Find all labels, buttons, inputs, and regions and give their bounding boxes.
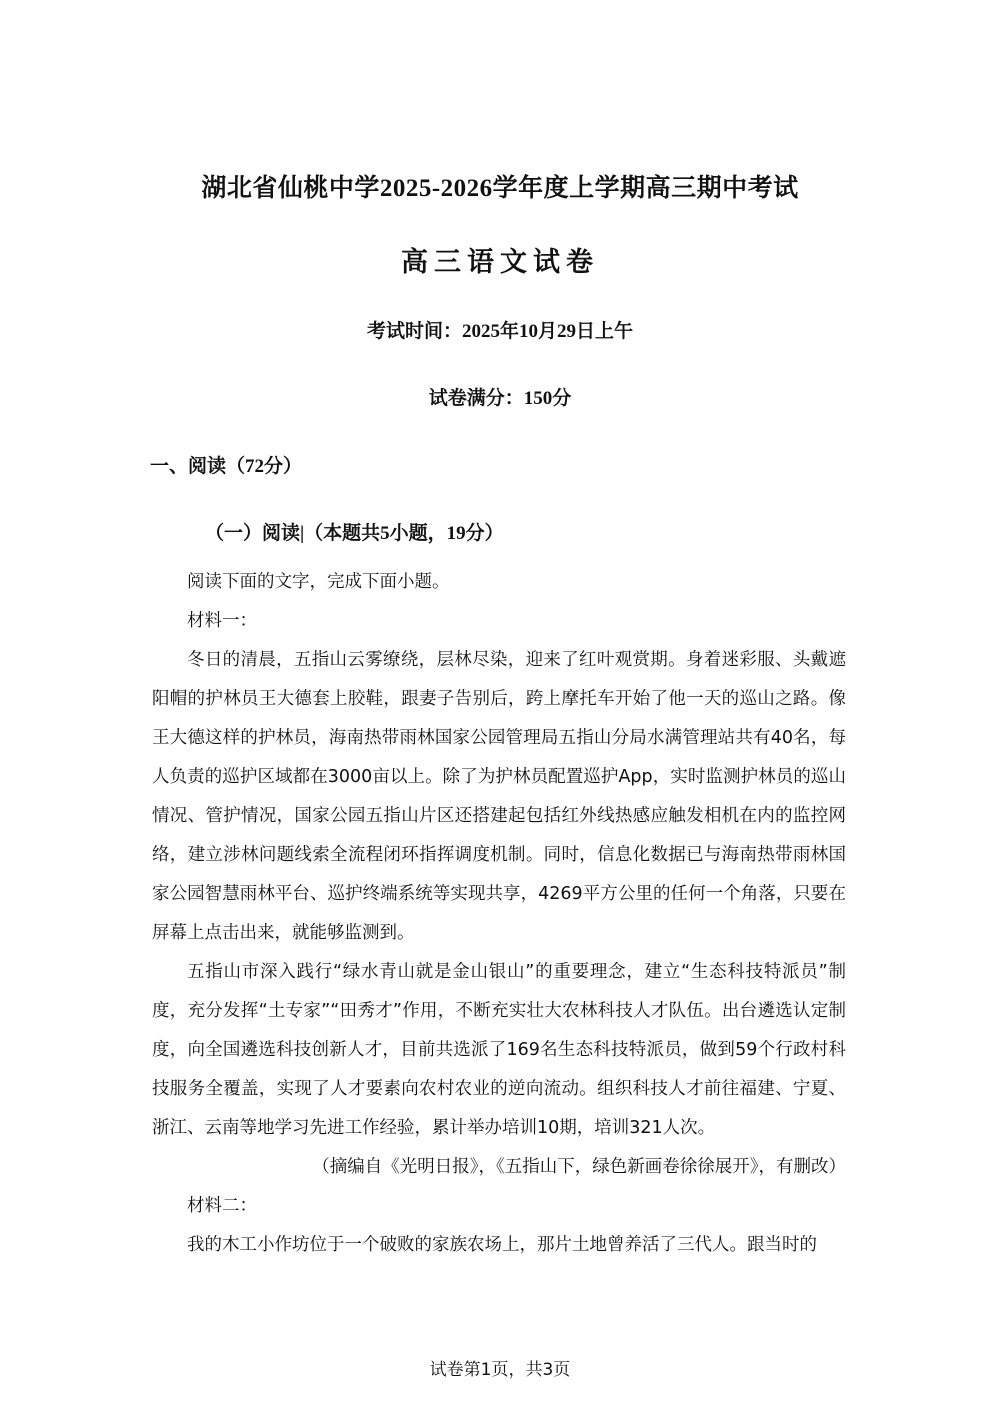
material-one-paragraph-2: 五指山市深入践行“绿水青山就是金山银山”的重要理念，建立“生态科技特派员”制度，充分发挥“土专家”“田秀才”作用，不断充实壮大农林科技人才队伍。出台遴选认定制度，向全国遴选科技创新人才，目前共选派了169名生态科技特派员，做到59个行政村科技服务全覆盖，实现了人才要素向农村农业的逆向流动。组织科技人才前往福建、宁夏、浙江、云南等地学习先进工作经验，累计举办培训10期，培训321人次。 xyxy=(152,962,846,1138)
page-footer: 试卷第1页，共3页 xyxy=(429,1360,571,1380)
material-two-label: 材料二： xyxy=(187,1196,257,1216)
section-heading: 一、阅读（72分） xyxy=(150,456,303,477)
material-one-paragraph-1: 冬日的清晨，五指山云雾缭绕，层林尽染，迎来了红叶观赏期。身着迷彩服、头戴遮阳帽的护林员王大德套上胶鞋，跟妻子告别后，跨上摩托车开始了他一天的巡山之路。像王大德这样的护林员，海南热带雨林国家公园管理局五指山分局水满管理站共有40名，每人负责的巡护区域都在3000亩以上。除了为护林员配置巡护App，实时监测护林员的巡山情况、管护情况，国家公园五指山片区还搭建起包括红外线热感应触发相机在内的监控网络，建立涉林问题线索全流程闭环指挥调度机制。同时，信息化数据已与海南热带雨林国家公园智慧雨林平台、巡护终端系统等实现共享，4269平方公里的任何一个角落，只要在屏幕上点击出来，就能够监测到。 xyxy=(152,650,846,943)
material-one-source: （摘编自《光明日报》，《五指山下，绿色新画卷徐徐展开》，有删改） xyxy=(312,1157,846,1177)
subsection-heading: （一）阅读|（本题共5小题，19分） xyxy=(205,523,504,544)
instruction-text: 阅读下面的文字，完成下面小题。 xyxy=(187,572,450,592)
full-score: 试卷满分：150分 xyxy=(428,388,572,409)
exam-title: 湖北省仙桃中学2025-2026学年度上学期高三期中考试 xyxy=(201,175,799,202)
exam-time: 考试时间：2025年10月29日上午 xyxy=(366,321,633,342)
reading-passage xyxy=(152,563,846,1265)
material-two-paragraph-1: 我的木工小作坊位于一个破败的家族农场上，那片土地曾养活了三代人。跟当时的 xyxy=(187,1235,817,1255)
exam-subtitle: 高三语文试卷 xyxy=(401,247,599,277)
material-one-label: 材料一： xyxy=(187,611,257,631)
